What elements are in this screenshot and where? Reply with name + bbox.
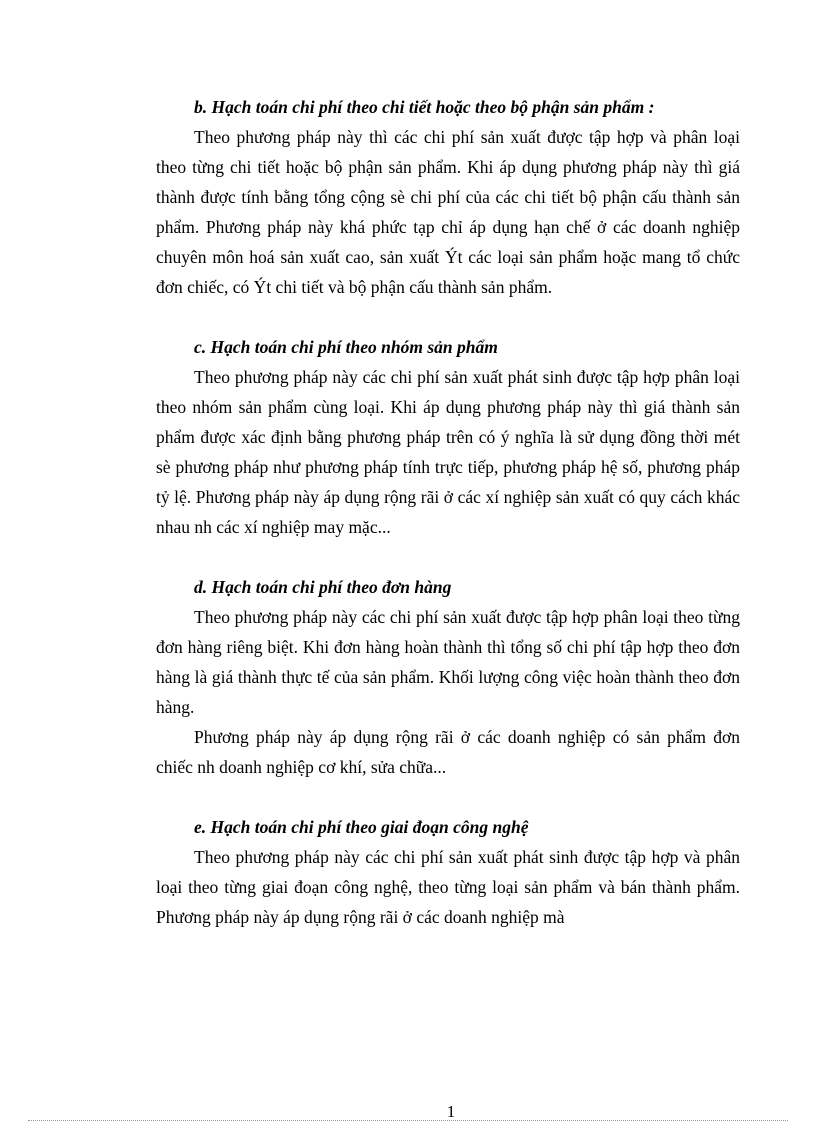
paragraph: Theo phương pháp này các chi phí sản xuất phát sinh được tập hợp và phân loại theo từng giai đoạn công nghệ, theo từng loại sản phẩm và bán thành phẩm. Phương pháp này áp dụng rộng rãi ở các doanh nghiệp mà [156,847,740,927]
section-b [156,92,740,302]
section-d [156,572,740,782]
page-number: 1 [446,1102,456,1121]
page-body [156,92,740,932]
paragraph: Theo phương pháp này các chi phí sản xuất được tập hợp phân loại theo từng đơn hàng riêng biệt. Khi đơn hàng hoàn thành thì tổng số chi phí tập hợp theo đơn hàng là giá thành thực tế của sản phẩm. Khối lượng công việc hoàn thành theo đơn hàng. [156,607,740,717]
section-heading: b. Hạch toán chi phí theo chi tiết hoặc theo bộ phận sản phẩm : [194,97,655,117]
paragraph: Theo phương pháp này các chi phí sản xuất phát sinh được tập hợp phân loại theo nhóm sản phẩm cùng loại. Khi áp dụng phương pháp này thì giá thành sản phẩm được xác định bằng phương pháp trên có ý nghĩa là sử dụng đồng thời mét sè phương pháp như phương pháp tính trực tiếp, phương pháp hệ số, phương pháp tỷ lệ. Phương pháp này áp dụng rộng rãi ở các xí nghiệp sản xuất có quy cách khác nhau nh các xí nghiệp may mặc... [156,367,740,537]
footer-divider [28,1120,788,1121]
paragraph: Phương pháp này áp dụng rộng rãi ở các doanh nghiệp có sản phẩm đơn chiếc nh doanh nghiệp cơ khí, sửa chữa... [156,727,740,777]
section-heading: e. Hạch toán chi phí theo giai đoạn công nghệ [194,817,529,837]
section-heading: d. Hạch toán chi phí theo đơn hàng [194,577,452,597]
section-c [156,332,740,542]
paragraph: Theo phương pháp này thì các chi phí sản xuất được tập hợp và phân loại theo từng chi tiết hoặc bộ phận sản phẩm. Khi áp dụng phương pháp này thì giá thành được tính bằng tổng cộng sè chi phí của các chi tiết bộ phận cấu thành sản phẩm. Phương pháp này khá phức tạp chỉ áp dụng hạn chế ở các doanh nghiệp chuyên môn hoá sản xuất cao, sản xuất Ýt các loại sản phẩm hoặc mang tổ chức đơn chiếc, có Ýt chi tiết và bộ phận cấu thành sản phẩm. [156,127,740,297]
section-heading: c. Hạch toán chi phí theo nhóm sản phẩm [194,337,498,357]
section-e [156,812,740,932]
